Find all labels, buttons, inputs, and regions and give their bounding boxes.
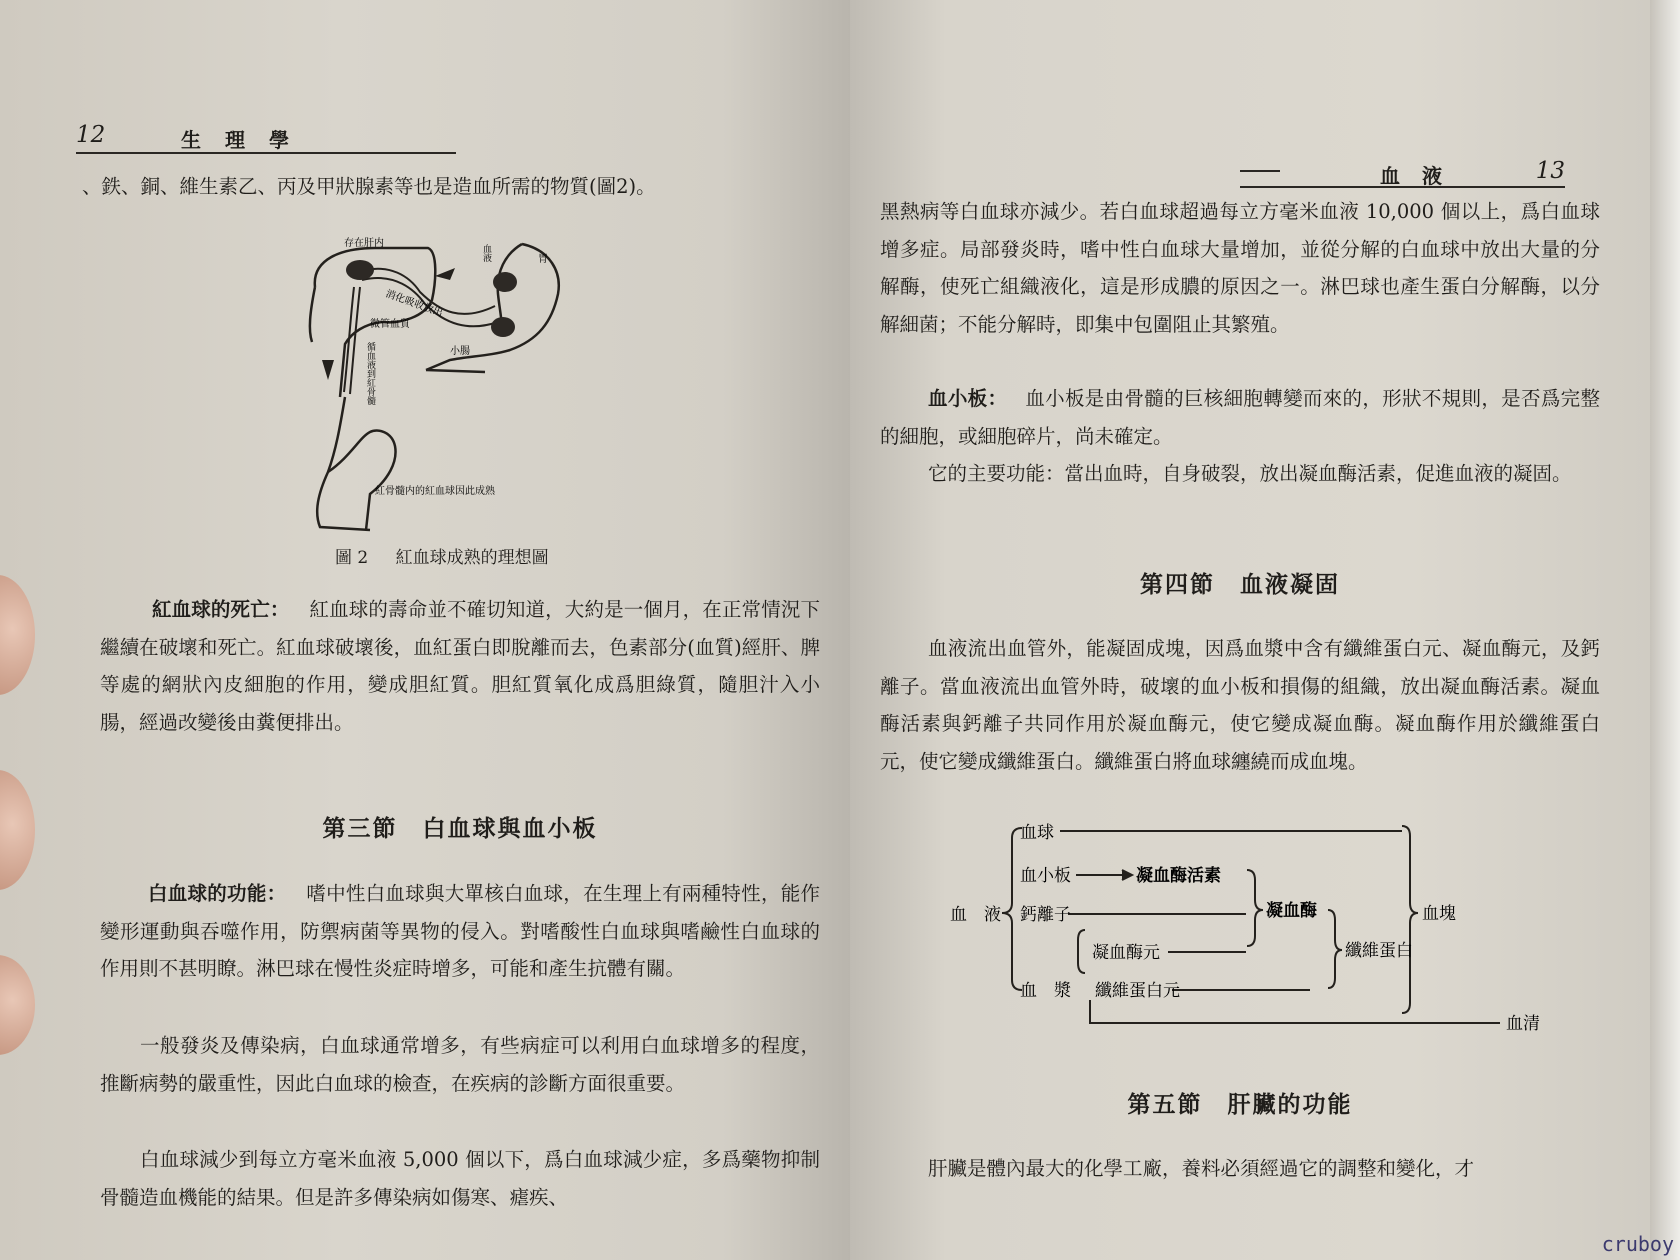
fig-label-vessel: 微管血質 [370,319,410,330]
fig-label-vertical: 循血液到紅骨髓 [365,342,375,405]
running-title: 血液 [1380,164,1464,188]
arrow-down-icon [322,360,334,380]
watermark: cruboy [1601,1232,1674,1256]
continue-paragraph: 黑熱病等白血球亦減少。若白血球超過每立方毫米血液 10,000 個以上，爲白血球增多症。局部發炎時，嗜中性白血球大量增加，並從分解的白血球中放出大量的分解酶，使死亡組織液化，這是形成膿的原因之一。淋巴球也產生蛋白分解酶，以分解細菌；不能分解時，即集中包圍阻止其繁殖。 [880,200,1600,336]
diagram-calcium: 鈣離子 [1020,905,1071,925]
page-number: 13 [1535,158,1565,184]
fig-label-stomach: 胃 [538,254,548,265]
arrow-icon [435,268,455,280]
coagulation-diagram [940,818,1580,1058]
wbc-function-lead: 白血球的功能： [148,882,287,905]
fig-label-marrow: 紅骨髓内的紅血球因此成熟 [375,486,495,497]
decrease-paragraph: 白血球減少到每立方毫米血液 5,000 個以下，爲白血球減少症，多爲藥物抑制骨髓造血機能的結果。但是許多傳染病如傷寒、瘧疾、 [100,1148,820,1209]
diagram-fibrinogen: 纖維蛋白元 [1095,981,1180,1001]
diagram-platelets: 血小板 [1020,866,1071,886]
brace-clot [1402,826,1418,1013]
infection-paragraph: 一般發炎及傳染病，白血球通常增多，有些病症可以利用白血球增多的程度，推斷病勢的嚴重性，因此白血球的檢查，在疾病的診斷方面很重要。 [100,1034,820,1095]
fig-label-small-intestine: 小腸 [450,346,470,357]
diagram-thromboplastin: 凝血酶活素 [1136,866,1221,886]
finger-tip [0,770,35,890]
right-page-header [1240,158,1565,188]
coagulation-paragraph: 血液流出血管外，能凝固成塊，因爲血漿中含有纖維蛋白元、凝血酶元，及鈣離子。當血液流出血管外時，破壞的血小板和損傷的組織，放出凝血酶活素。凝血酶活素與鈣離子共同作用於凝血酶元，使它變成凝血酶。凝血酶作用於纖維蛋白元，使它變成纖維蛋白。纖維蛋白將血球纏繞而成血塊。 [880,637,1600,773]
diagram-blood-cells: 血球 [1020,823,1054,843]
section5-title: 第五節 肝臟的功能 [1127,1091,1353,1118]
running-title: 生理學 [181,128,313,152]
section3-title: 第三節 白血球與血小板 [322,815,598,842]
platelet-text: 血小板是由骨髓的巨核細胞轉變而來的，形狀不規則，是否爲完整的細胞，或細胞碎片，尚未確定。 [880,387,1600,448]
fig-label-liver: 存在肝内 [344,238,384,249]
fig-label-arrow: 消化吸收放出 [383,288,445,320]
figure-caption-text: 紅血球成熟的理想圖 [395,548,549,568]
figure-caption [335,543,549,568]
wbc-function-text: 嗜中性白血球與大單核白血球，在生理上有兩種特性，能作變形運動與吞噬作用，防禦病菌等異物的侵入。對嗜酸性白血球與嗜鹼性白血球的作用則不甚明瞭。淋巴球在慢性炎症時增多，可能和產生抗體有關。 [100,882,820,980]
platelet-paragraph [880,380,1600,455]
left-page-header [76,122,456,154]
diagram-blood: 血 液 [950,905,1001,925]
figure-label: 圖 2 [335,548,369,568]
liver-node [346,260,374,280]
intro-line: 、鉄、銅、維生素乙、丙及甲狀腺素等也是造血所需的物質(圖2)。 [82,175,656,198]
diagram-fibrin: 纖維蛋白 [1345,941,1413,961]
brace-thrombin [1247,870,1263,946]
figure-rbc-maturation [300,232,590,537]
rbc-death-paragraph [100,591,820,741]
finger-tip [0,955,35,1055]
header-dash [1240,170,1280,172]
fig-label-intestine: 血液 [481,244,491,262]
brace-fibrin [1328,910,1342,988]
wbc-function-paragraph [100,875,820,988]
brace-blood [1002,828,1022,990]
liver-paragraph: 肝臟是體內最大的化學工廠，養料必須經過它的調整和變化，才 [928,1157,1475,1180]
diagram-plasma: 血 漿 [1020,981,1071,1001]
page-edge [1650,0,1680,1260]
intestine-node [491,317,515,337]
diagram-prothrombin: 凝血酶元 [1092,943,1160,963]
diagram-thrombin: 凝血酶 [1266,901,1317,921]
diagram-clot: 血塊 [1422,904,1456,924]
diagram-serum: 血清 [1506,1014,1540,1034]
platelet-lead: 血小板： [928,387,1008,410]
section4-title: 第四節 血液凝固 [1140,571,1340,598]
right-page [850,0,1650,1260]
platelet-function-paragraph: 它的主要功能：當出血時，自身破裂，放出凝血酶活素，促進血液的凝固。 [928,462,1572,485]
thumb-tip [0,575,35,695]
rbc-death-text: 紅血球的壽命並不確切知道，大約是一個月，在正常情況下繼續在破壞和死亡。紅血球破壞後，血紅蛋白即脫離而去，色素部分(血質)經肝、脾等處的網狀內皮細胞的作用，變成胆紅質。胆紅質氧化成爲胆綠質，隨胆汁入小腸，經過改變後由糞便排出。 [100,598,820,734]
rbc-death-lead: 紅血球的死亡： [152,598,290,621]
bone-outline [317,397,370,530]
page-number: 12 [76,122,106,148]
stomach-node [493,272,517,292]
